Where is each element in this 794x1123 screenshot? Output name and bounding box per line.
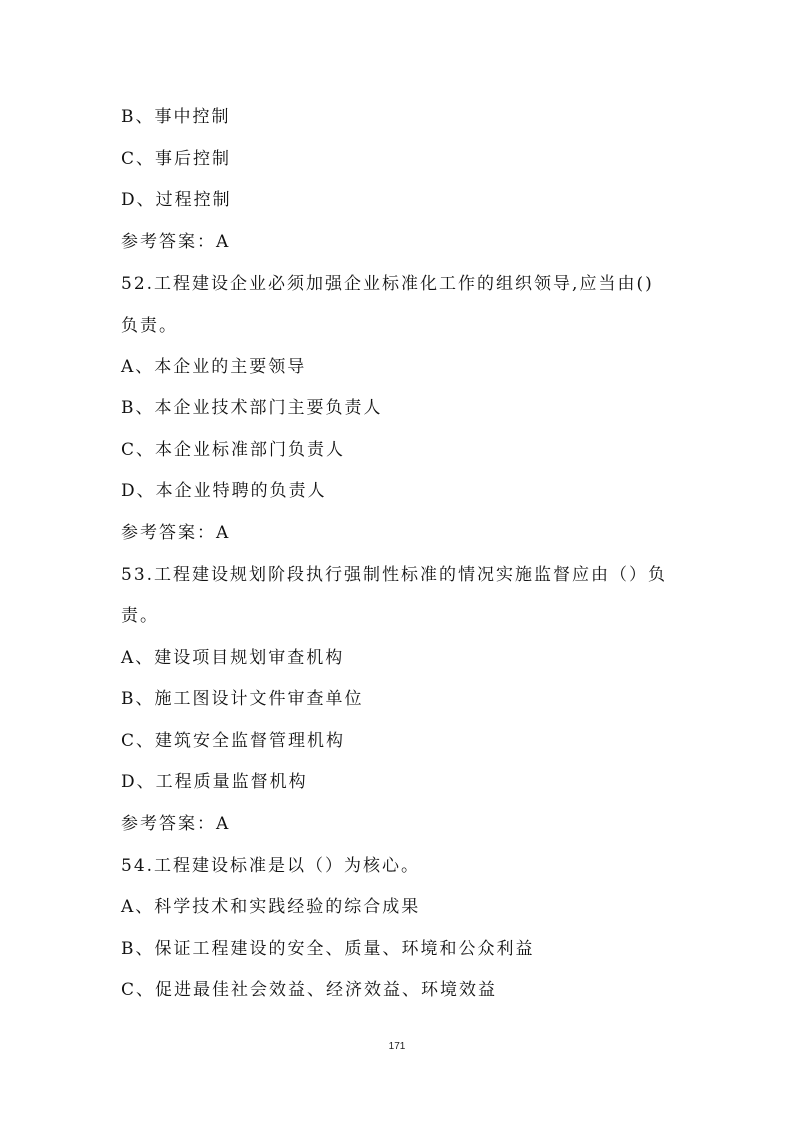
q52-option-d: D、本企业特聘的负责人 — [121, 481, 327, 501]
q53-question: 53.工程建设规划阶段执行强制性标准的情况实施监督应由（）负 — [121, 565, 668, 585]
q52-option-b: B、本企业技术部门主要负责人 — [121, 398, 383, 418]
q53-question-cont: 责。 — [121, 606, 159, 626]
q54-option-a: A、科学技术和实践经验的综合成果 — [121, 897, 421, 917]
q51-option-b: B、事中控制 — [121, 107, 231, 127]
q54-question: 54.工程建设标准是以（）为核心。 — [121, 856, 421, 876]
q52-question: 52.工程建设企业必须加强企业标准化工作的组织领导,应当由() — [121, 274, 654, 294]
q53-option-d: D、工程质量监督机构 — [121, 772, 308, 792]
q53-option-c: C、建筑安全监督管理机构 — [121, 731, 346, 751]
q52-question-cont: 负责。 — [121, 316, 178, 336]
q53-answer: 参考答案：A — [121, 814, 231, 834]
q51-answer: 参考答案：A — [121, 232, 231, 252]
q52-option-c: C、本企业标准部门负责人 — [121, 440, 346, 460]
q53-option-b: B、施工图设计文件审查单位 — [121, 689, 364, 709]
page-number: 171 — [388, 1041, 406, 1052]
q54-option-c: C、促进最佳社会效益、经济效益、环境效益 — [121, 980, 498, 1000]
q54-option-b: B、保证工程建设的安全、质量、环境和公众利益 — [121, 939, 535, 959]
q53-option-a: A、建设项目规划审查机构 — [121, 648, 345, 668]
q51-option-c: C、事后控制 — [121, 149, 232, 169]
q52-option-a: A、本企业的主要领导 — [121, 357, 307, 377]
q51-option-d: D、过程控制 — [121, 190, 232, 210]
q52-answer: 参考答案：A — [121, 523, 231, 543]
